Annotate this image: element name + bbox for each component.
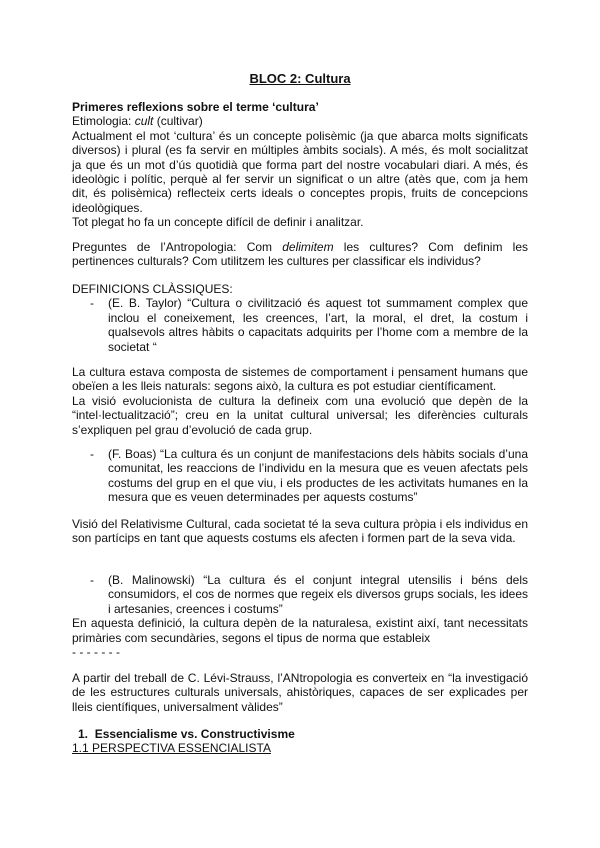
list-item-tylor xyxy=(72,296,528,354)
list-item-malinowski xyxy=(72,573,528,616)
evolution-paragraph xyxy=(72,365,528,437)
boas-definition: (F. Boas) “La cultura és un conjunt de manifestacions dels hàbits socials d’una comunitat, les reaccions de l’individu en la mesura que es veuen afectats pels costums del grup en el que viu, i els productes de les activitats humanes en la mesura que es veuen determinades per aquests costums” xyxy=(108,447,528,505)
questions-text xyxy=(72,240,528,269)
definitions-section xyxy=(72,282,528,354)
questions-after: les cultures? Com definim les pertinences culturals? Com utilitzem les cultures per classificar els individus? xyxy=(72,240,529,269)
paragraph-polysemic: Actualment el mot ‘cultura’ és un concepte polisèmic (ja que abarca molts significats diversos) i plural (es fa servir en múltiples àmbits socials). A més, és molt socialitzat ja que és un mot d’ús quotidià que forma part del nostre vocabulari diari. A més, és ideològic i polític, perquè al fer servir un significat o un altre (atès que, com ja hem dit, és polisèmica) reflecteix certs ideals o conceptes propis, fruits de concepcions ideològiques. xyxy=(72,128,528,215)
list-item-boas xyxy=(72,447,528,505)
tylor-definition: (E. B. Taylor) “Cultura o civilització és aquest tot summament complex que inclou el coneixement, les creences, l’art, la moral, el dret, la costum i qualsevols altres hàbits o capacitats adquirits per l’home com a membre de la societat “ xyxy=(108,296,528,354)
list-dash: - xyxy=(90,573,94,587)
etymology-word: cult xyxy=(134,114,154,129)
section-reflexions xyxy=(72,100,528,230)
relativism-text: Visió del Relativisme Cultural, cada societat té la seva cultura pròpia i els individus en son partícips en tant que aquests costums els afecten i formen part de la seva vida. xyxy=(72,517,528,546)
section-heading: Primeres reflexions sobre el terme ‘cultura’ xyxy=(72,100,319,114)
evolution-text-2: La visió evolucionista de cultura la defineix com una evolució que depèn de la “intel·lectualització”; creu en la unitat cultural universal; les diferències culturals s’expliquen pel grau d’evolució de cada grup. xyxy=(72,393,528,437)
nature-text: En aquesta definició, la cultura depèn de la naturalesa, existint així, tant necessitats primàries com secundàries, segons el tipus de norma que estableix xyxy=(72,616,528,645)
relativism-paragraph xyxy=(72,517,528,546)
etymology-rest: (cultivar) xyxy=(153,114,203,129)
paragraph-closing: Tot plegat ho fa un concepte difícil de definir i analitzar. xyxy=(72,215,364,230)
malinowski-block xyxy=(72,573,528,659)
numbered-section xyxy=(72,727,528,756)
etymology-line xyxy=(72,114,528,128)
definitions-heading: DEFINICIONS CLÀSSIQUES: xyxy=(72,282,233,296)
questions-before: Preguntes de l’Antropologia: Com xyxy=(72,240,283,254)
subsection-heading: 1.1 PERSPECTIVA ESSENCIALISTA xyxy=(72,741,271,756)
questions-italic: delimitem xyxy=(282,240,334,254)
separator-line: - - - - - - - xyxy=(72,645,120,660)
questions-paragraph xyxy=(72,240,528,269)
levistrauss-text: A partir del treball de C. Lévi-Strauss, l’ANtropologia es converteix en “la investigació de les estructures culturals universals, ahistòriques, capaces de ser explicades per lleis científiques, universalment vàlides” xyxy=(72,671,528,714)
evolution-text-1: La cultura estava composta de sistemes de comportament i pensament humans que obeïen a les lleis naturals: segons això, la cultura es pot estudiar científicament. xyxy=(72,365,528,394)
list-dash: - xyxy=(90,447,94,461)
numbered-heading xyxy=(72,727,528,741)
list-dash: - xyxy=(90,296,94,311)
page-title: BLOC 2: Cultura xyxy=(249,71,351,86)
levistrauss-paragraph xyxy=(72,671,528,714)
etymology-label: Etimologia: xyxy=(72,114,135,129)
section-number: 1. xyxy=(78,727,89,741)
section-title: Essencialisme vs. Constructivisme xyxy=(94,727,295,741)
boas-block xyxy=(72,447,528,505)
malinowski-definition: (B. Malinowski) “La cultura és el conjunt integral utensilis i béns dels consumidors, el cos de normes que regeix els diversos grups socials, les idees i artesanies, creences i costums” xyxy=(108,573,528,616)
